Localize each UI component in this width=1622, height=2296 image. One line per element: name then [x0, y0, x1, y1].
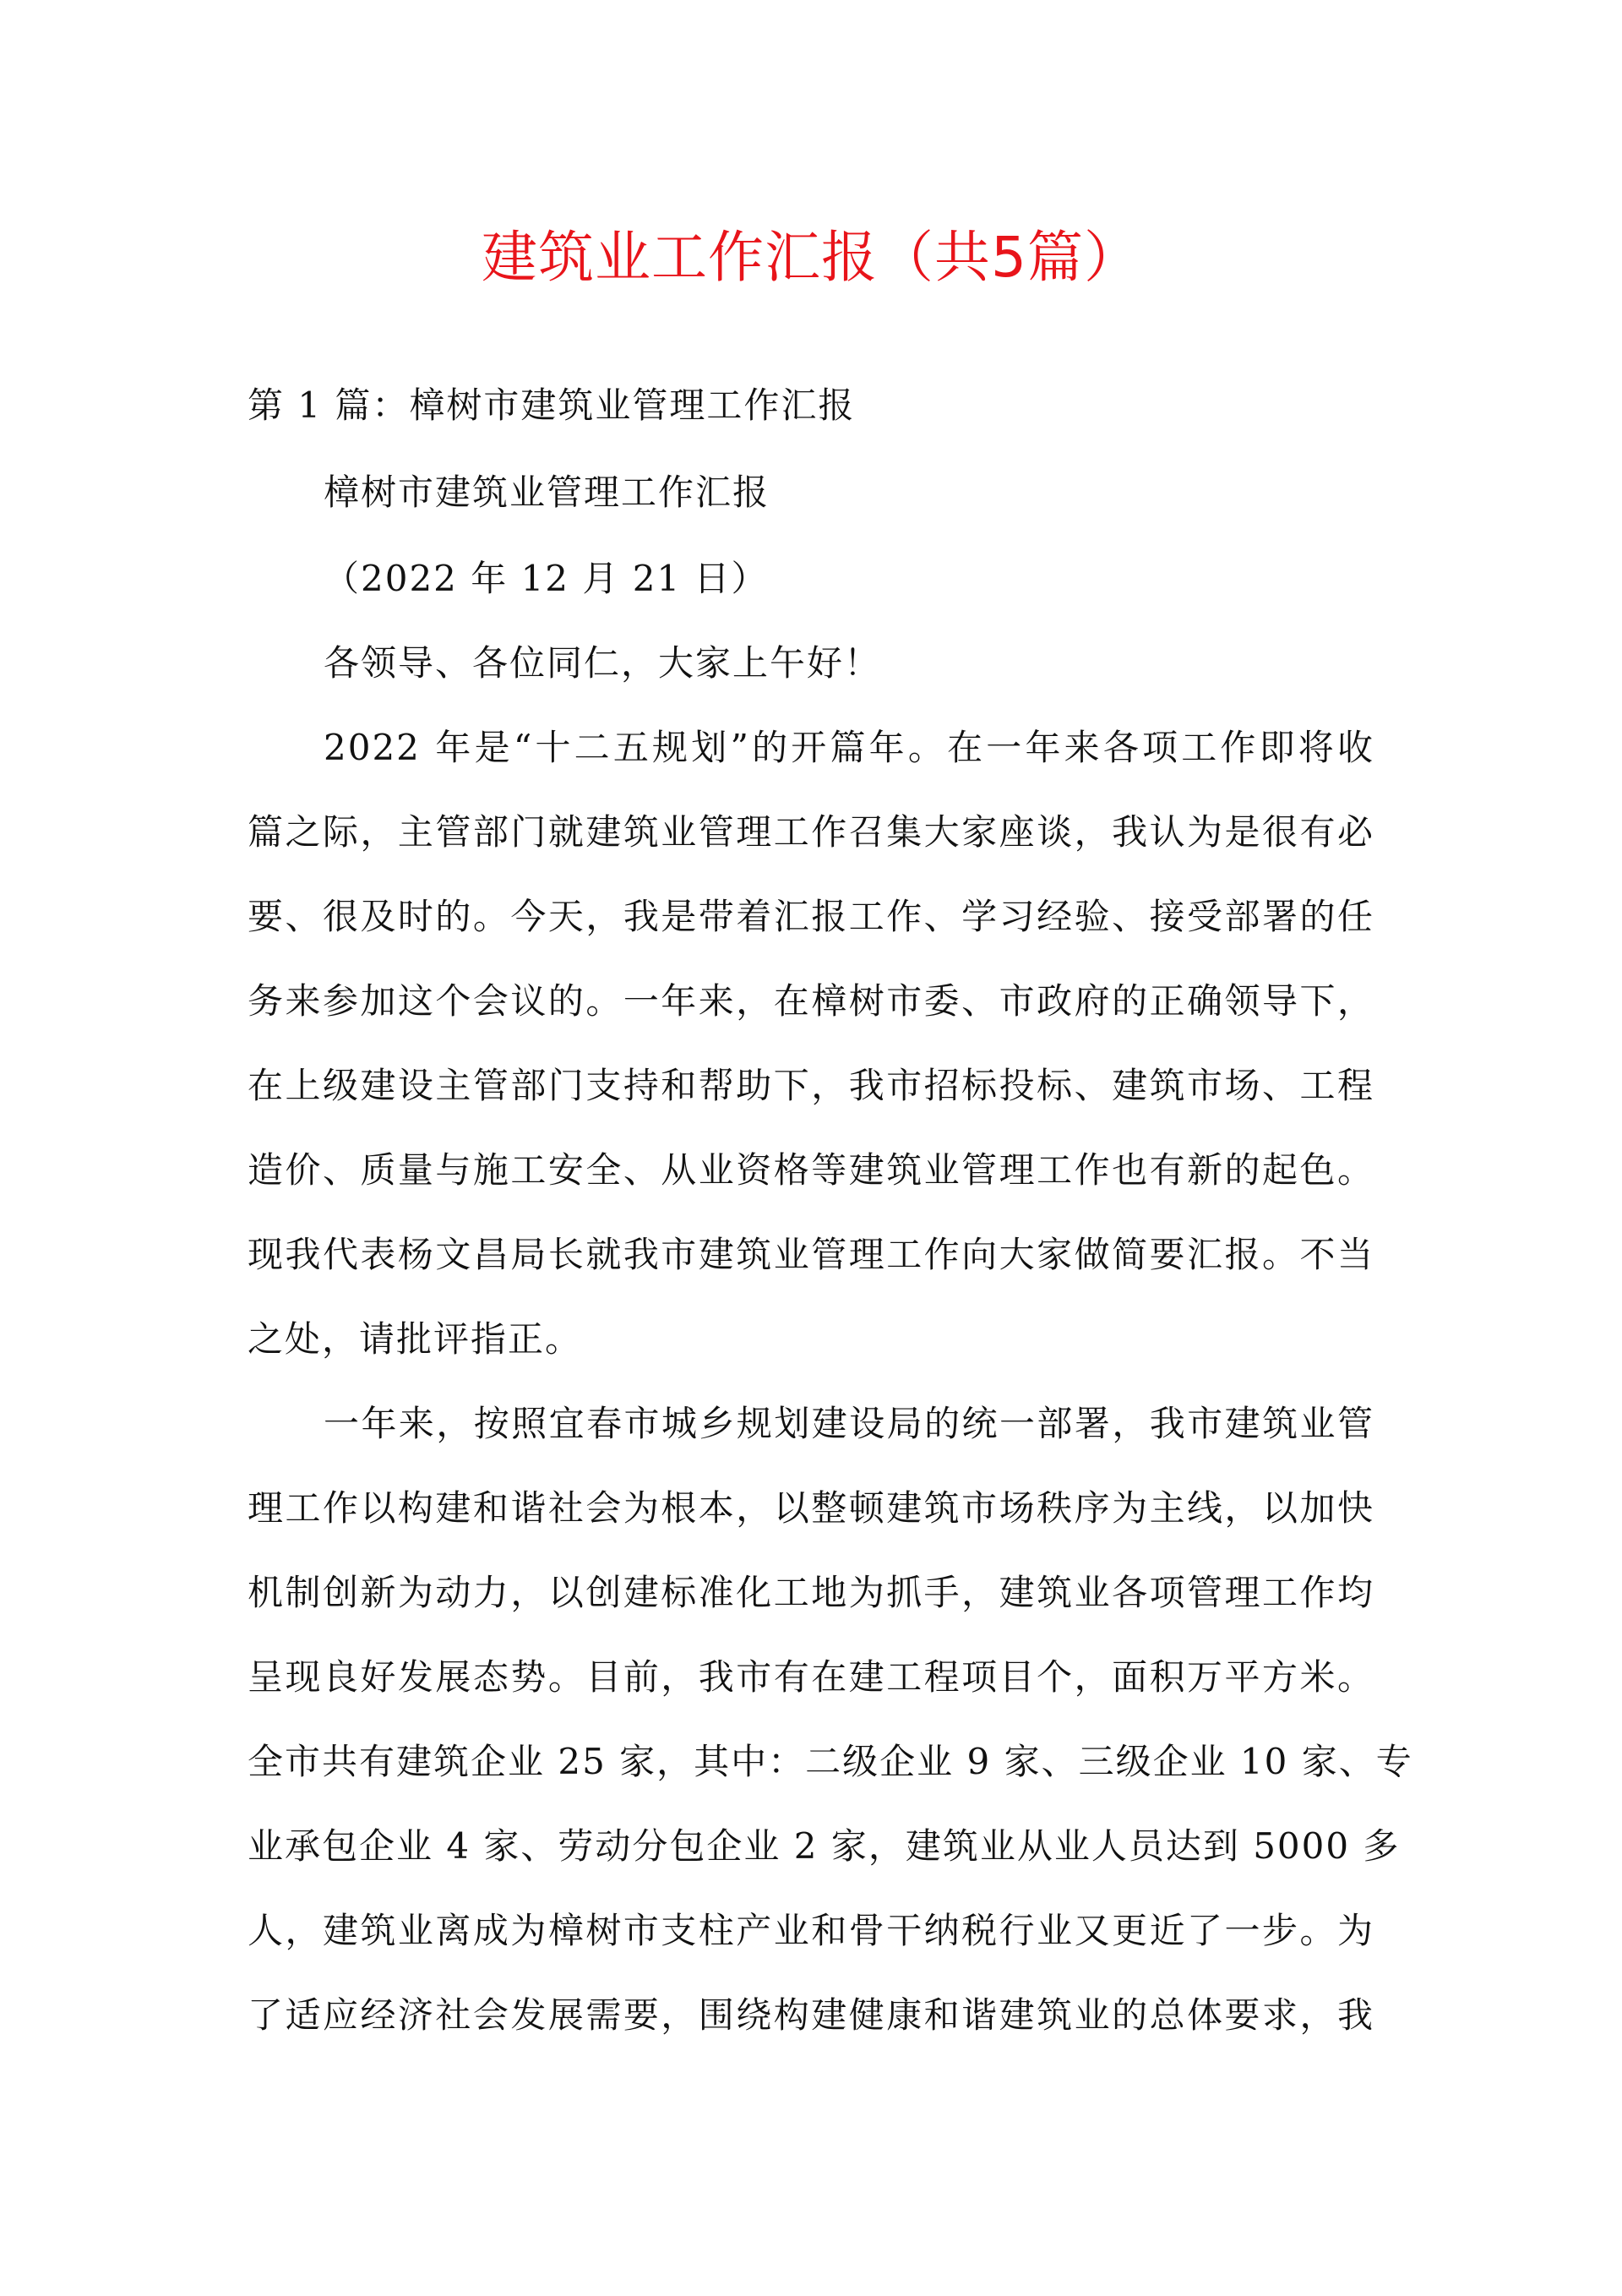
paragraph1-line: 要、很及时的。今天，我是带着汇报工作、学习经验、接受部署的任	[248, 896, 1374, 937]
report-date: （2022 年 12 月 21 日）	[324, 558, 769, 599]
paragraph1-line: 现我代表杨文昌局长就我市建筑业管理工作向大家做简要汇报。不当	[248, 1234, 1374, 1275]
paragraph2-line: 人，建筑业离成为樟树市支柱产业和骨干纳税行业又更近了一步。为	[248, 1910, 1374, 1951]
paragraph1-line: 篇之际，主管部门就建筑业管理工作召集大家座谈，我认为是很有必	[248, 811, 1374, 853]
paragraph2-line: 一年来，按照宜春市城乡规划建设局的统一部署，我市建筑业管	[324, 1403, 1374, 1444]
paragraph2-line: 呈现良好发展态势。目前，我市有在建工程项目个，面积万平方米。	[248, 1656, 1374, 1698]
paragraph2-line: 机制创新为动力，以创建标准化工地为抓手，建筑业各项管理工作均	[248, 1572, 1374, 1613]
paragraph1-line: 在上级建设主管部门支持和帮助下，我市招标投标、建筑市场、工程	[248, 1065, 1374, 1106]
greeting: 各领导、各位同仁，大家上午好！	[324, 642, 882, 684]
section-heading: 第 1 篇：樟树市建筑业管理工作汇报	[248, 384, 856, 426]
paragraph2-line: 理工作以构建和谐社会为根本，以整顿建筑市场秩序为主线，以加快	[248, 1487, 1374, 1529]
paragraph2-line: 业承包企业 4 家、劳动分包企业 2 家，建筑业从业人员达到 5000 多	[248, 1825, 1401, 1867]
report-title: 樟树市建筑业管理工作汇报	[324, 472, 770, 513]
paragraph1-line: 造价、质量与施工安全、从业资格等建筑业管理工作也有新的起色。	[248, 1149, 1374, 1191]
document-title: 建筑业工作汇报（共5篇）	[482, 225, 1140, 290]
paragraph2-line: 了适应经济社会发展需要，围绕构建健康和谐建筑业的总体要求，我	[248, 1994, 1374, 2036]
paragraph1-line: 之处，请批评指正。	[248, 1318, 583, 1360]
paragraph2-line: 全市共有建筑企业 25 家，其中：二级企业 9 家、三级企业 10 家、专	[248, 1741, 1413, 1782]
paragraph1-line: 2022 年是“十二五规划”的开篇年。在一年来各项工作即将收	[324, 727, 1374, 768]
paragraph1-line: 务来参加这个会议的。一年来，在樟树市委、市政府的正确领导下，	[248, 980, 1374, 1022]
